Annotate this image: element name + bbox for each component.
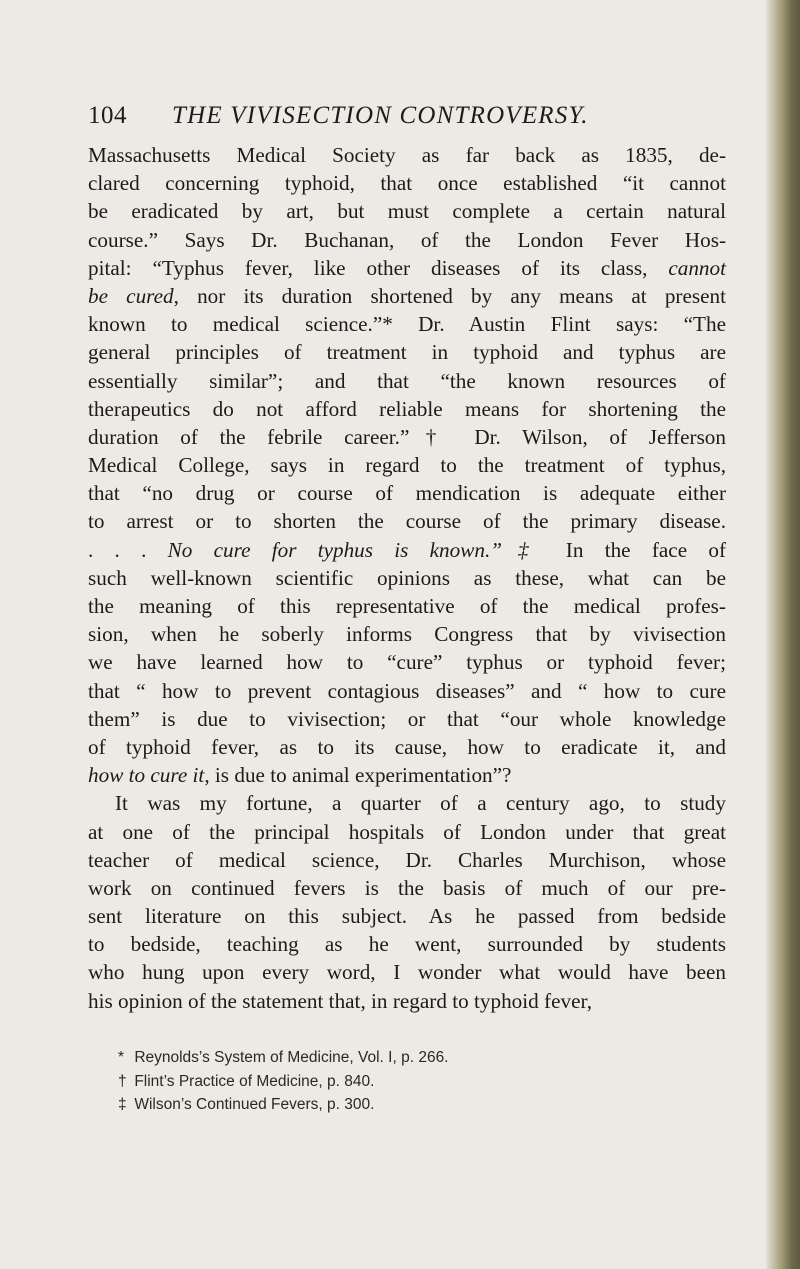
text-run: therapeutics do not afford reliable means for shortening the <box>88 396 726 421</box>
text-run: teacher of medical science, Dr. Charles Murchison, whose <box>88 847 726 872</box>
text-run: who hung upon every word, I wonder what would have been <box>88 960 726 985</box>
footnote-text: Reynolds’s System of Medicine, Vol. I, p. 266. <box>134 1049 449 1066</box>
text-line <box>88 930 726 958</box>
text-run: such well-known scientific opinions as these, what can be <box>88 565 726 590</box>
text-line <box>88 564 726 592</box>
running-title: THE VIVISECTION CONTROVERSY. <box>172 102 589 129</box>
text-run: known to medical science.”* Dr. Austin Flint says: “The <box>88 312 726 337</box>
text-run: It was my fortune, a quarter of a century ago, to study <box>115 791 726 816</box>
text-line <box>88 254 726 282</box>
text-line <box>88 705 726 733</box>
footnotes <box>118 1046 718 1117</box>
text-line <box>88 395 726 423</box>
text-run: sion, when he soberly informs Congress that by vivisection <box>88 622 726 647</box>
text-run: the meaning of this representative of the medical profes- <box>88 594 726 618</box>
text-line <box>88 789 726 817</box>
page-number: 104 <box>88 102 127 129</box>
text-run: sent literature on this subject. As he passed from bedside <box>88 904 726 929</box>
text-line <box>88 874 726 902</box>
footnote <box>118 1046 718 1070</box>
italic-text: cannot <box>668 255 726 280</box>
page-edge-shadow <box>766 0 800 1269</box>
text-run: . . . <box>88 537 168 562</box>
text-run: at one of the principal hospitals of London under that great <box>88 819 726 844</box>
text-line <box>88 733 726 761</box>
text-line <box>88 592 726 620</box>
italic-text: be cured <box>88 283 174 308</box>
text-line <box>88 761 726 789</box>
text-line <box>88 648 726 676</box>
text-line <box>88 987 726 1015</box>
footnote <box>118 1070 718 1094</box>
text-line <box>88 479 726 507</box>
text-line <box>88 451 726 479</box>
text-line <box>88 536 726 564</box>
footnote-mark: ‡ <box>118 1096 127 1113</box>
text-run: that “no drug or course of mendication is adequate either <box>88 481 726 506</box>
footnote-mark: * <box>118 1049 125 1066</box>
text-run: duration of the febrile career.”† Dr. Wilson, of Jefferson <box>88 424 726 449</box>
text-line <box>88 226 726 254</box>
text-line <box>88 423 726 451</box>
text-run: to bedside, teaching as he went, surrounded by students <box>88 932 726 957</box>
italic-text: No cure for typhus is known.”‡ <box>167 537 545 562</box>
footnote <box>118 1093 718 1117</box>
italic-text: how to cure it <box>88 763 205 788</box>
footnote-text: Wilson’s Continued Fevers, p. 300. <box>134 1096 375 1113</box>
text-run: pital: “Typhus fever, like other diseases of its class, <box>88 255 669 280</box>
text-run: In the face of <box>544 537 726 562</box>
text-run: of typhoid fever, as to its cause, how to eradicate it, and <box>88 734 726 759</box>
text-line <box>88 846 726 874</box>
text-run: to arrest or to shorten the course of the primary disease. <box>88 509 726 534</box>
page-header <box>88 100 728 132</box>
text-line <box>88 902 726 930</box>
text-line <box>88 197 726 225</box>
text-line <box>88 141 726 169</box>
text-run: , is due to animal experimentation”? <box>204 763 512 788</box>
footnote-mark: † <box>118 1072 127 1090</box>
body-text <box>88 141 726 1015</box>
text-line <box>88 958 726 986</box>
text-line <box>88 310 726 338</box>
text-run: we have learned how to “cure” typhus or typhoid fever; <box>88 650 726 675</box>
text-run: work on continued fevers is the basis of much of our pre- <box>88 875 726 900</box>
text-run: , nor its duration shortened by any means at present <box>173 283 727 308</box>
text-line <box>88 677 726 705</box>
text-run: that “ how to prevent contagious diseases” and “ how to cure <box>88 678 726 703</box>
text-run: Medical College, says in regard to the treatment of typhus, <box>88 453 726 478</box>
text-run: them” is due to vivisection; or that “our whole knowledge <box>88 706 726 731</box>
text-line <box>88 367 726 395</box>
text-line <box>88 169 726 197</box>
text-run: essentially similar”; and that “the known resources of <box>88 368 726 393</box>
text-line <box>88 338 726 366</box>
text-run: course.” Says Dr. Buchanan, of the London Fever Hos- <box>88 227 726 252</box>
text-line <box>88 818 726 846</box>
text-run: be eradicated by art, but must complete a certain natural <box>88 199 726 224</box>
text-line <box>88 507 726 535</box>
text-line <box>88 620 726 648</box>
footnote-text: Flint’s Practice of Medicine, p. 840. <box>134 1072 375 1090</box>
text-run: clared concerning typhoid, that once established “it cannot <box>88 171 726 196</box>
text-run: Massachusetts Medical Society as far back as 1835, de- <box>88 143 726 167</box>
text-run: his opinion of the statement that, in regard to typhoid fever, <box>88 988 592 1013</box>
text-line <box>88 282 726 310</box>
text-run: general principles of treatment in typhoid and typhus are <box>88 340 726 365</box>
